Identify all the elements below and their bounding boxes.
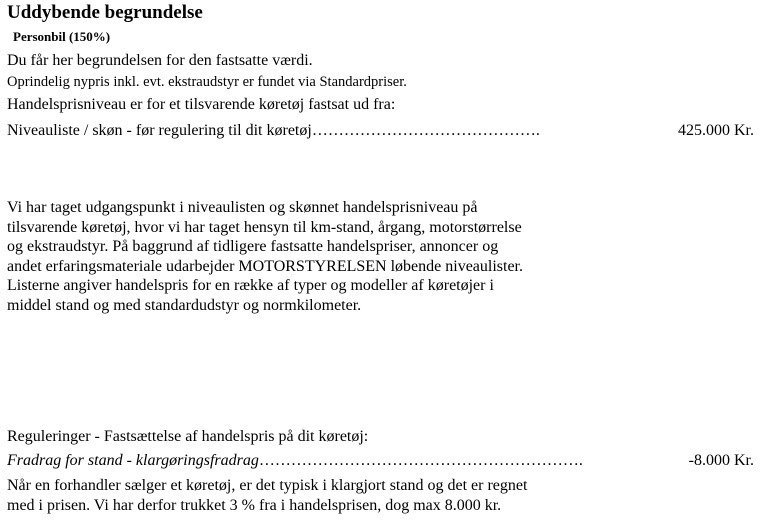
explanation-line: og ekstraudstyr. På baggrund af tidligere fastsatte handelspriser, annoncer og bbox=[7, 238, 499, 255]
intro-line-2: Oprindelig nypris inkl. evt. ekstraudstyr er fundet via Standardpriser. bbox=[7, 74, 407, 90]
deduction-note bbox=[7, 476, 647, 515]
explanation-line: Vi har taget udgangspunkt i niveaulisten og skønnet handelsprisniveau på bbox=[7, 199, 478, 216]
deduction-dots: ……………………………………………………. bbox=[258, 452, 583, 469]
deduction-amount: -8.000 Kr. bbox=[688, 452, 754, 469]
explanation-line: Listerne angiver handelspris for en række af typer og modeller af køretøjer i bbox=[7, 277, 494, 294]
explanation-line: middel stand og med standardudstyr og normkilometer. bbox=[7, 296, 362, 314]
intro-line-3: Handelsprisniveau er for et tilsvarende køretøj fastsat ud fra: bbox=[7, 96, 396, 113]
deduction-label: Fradrag for stand - klargøringsfradrag bbox=[7, 452, 259, 469]
base-price-label: Niveauliste / skøn - før regulering til dit køretøj……………………………………. bbox=[7, 122, 540, 139]
note-line: med i prisen. Vi har derfor trukket 3 % fra i handelsprisen, dog max 8.000 kr. bbox=[7, 496, 502, 514]
page-title: Uddybende begrundelse bbox=[7, 2, 203, 23]
explanation-line: tilsvarende køretøj, hvor vi har taget hensyn til km-stand, årgang, motorstørrelse bbox=[7, 218, 522, 236]
note-line: Når en forhandler sælger et køretøj, er det typisk i klargjort stand og det er regnet bbox=[7, 477, 528, 494]
adjustments-heading: Reguleringer - Fastsættelse af handelspris på dit køretøj: bbox=[7, 428, 369, 445]
explanation-paragraph bbox=[7, 198, 647, 315]
explanation-line: andet erfaringsmateriale udarbejder MOTORSTYRELSEN løbende niveaulister. bbox=[7, 257, 523, 275]
intro-line-1: Du får her begrundelsen for den fastsatte værdi. bbox=[7, 52, 313, 69]
vehicle-category: Personbil (150%) bbox=[13, 29, 111, 44]
base-price-amount: 425.000 Kr. bbox=[678, 122, 754, 139]
deduction-row bbox=[7, 452, 583, 470]
